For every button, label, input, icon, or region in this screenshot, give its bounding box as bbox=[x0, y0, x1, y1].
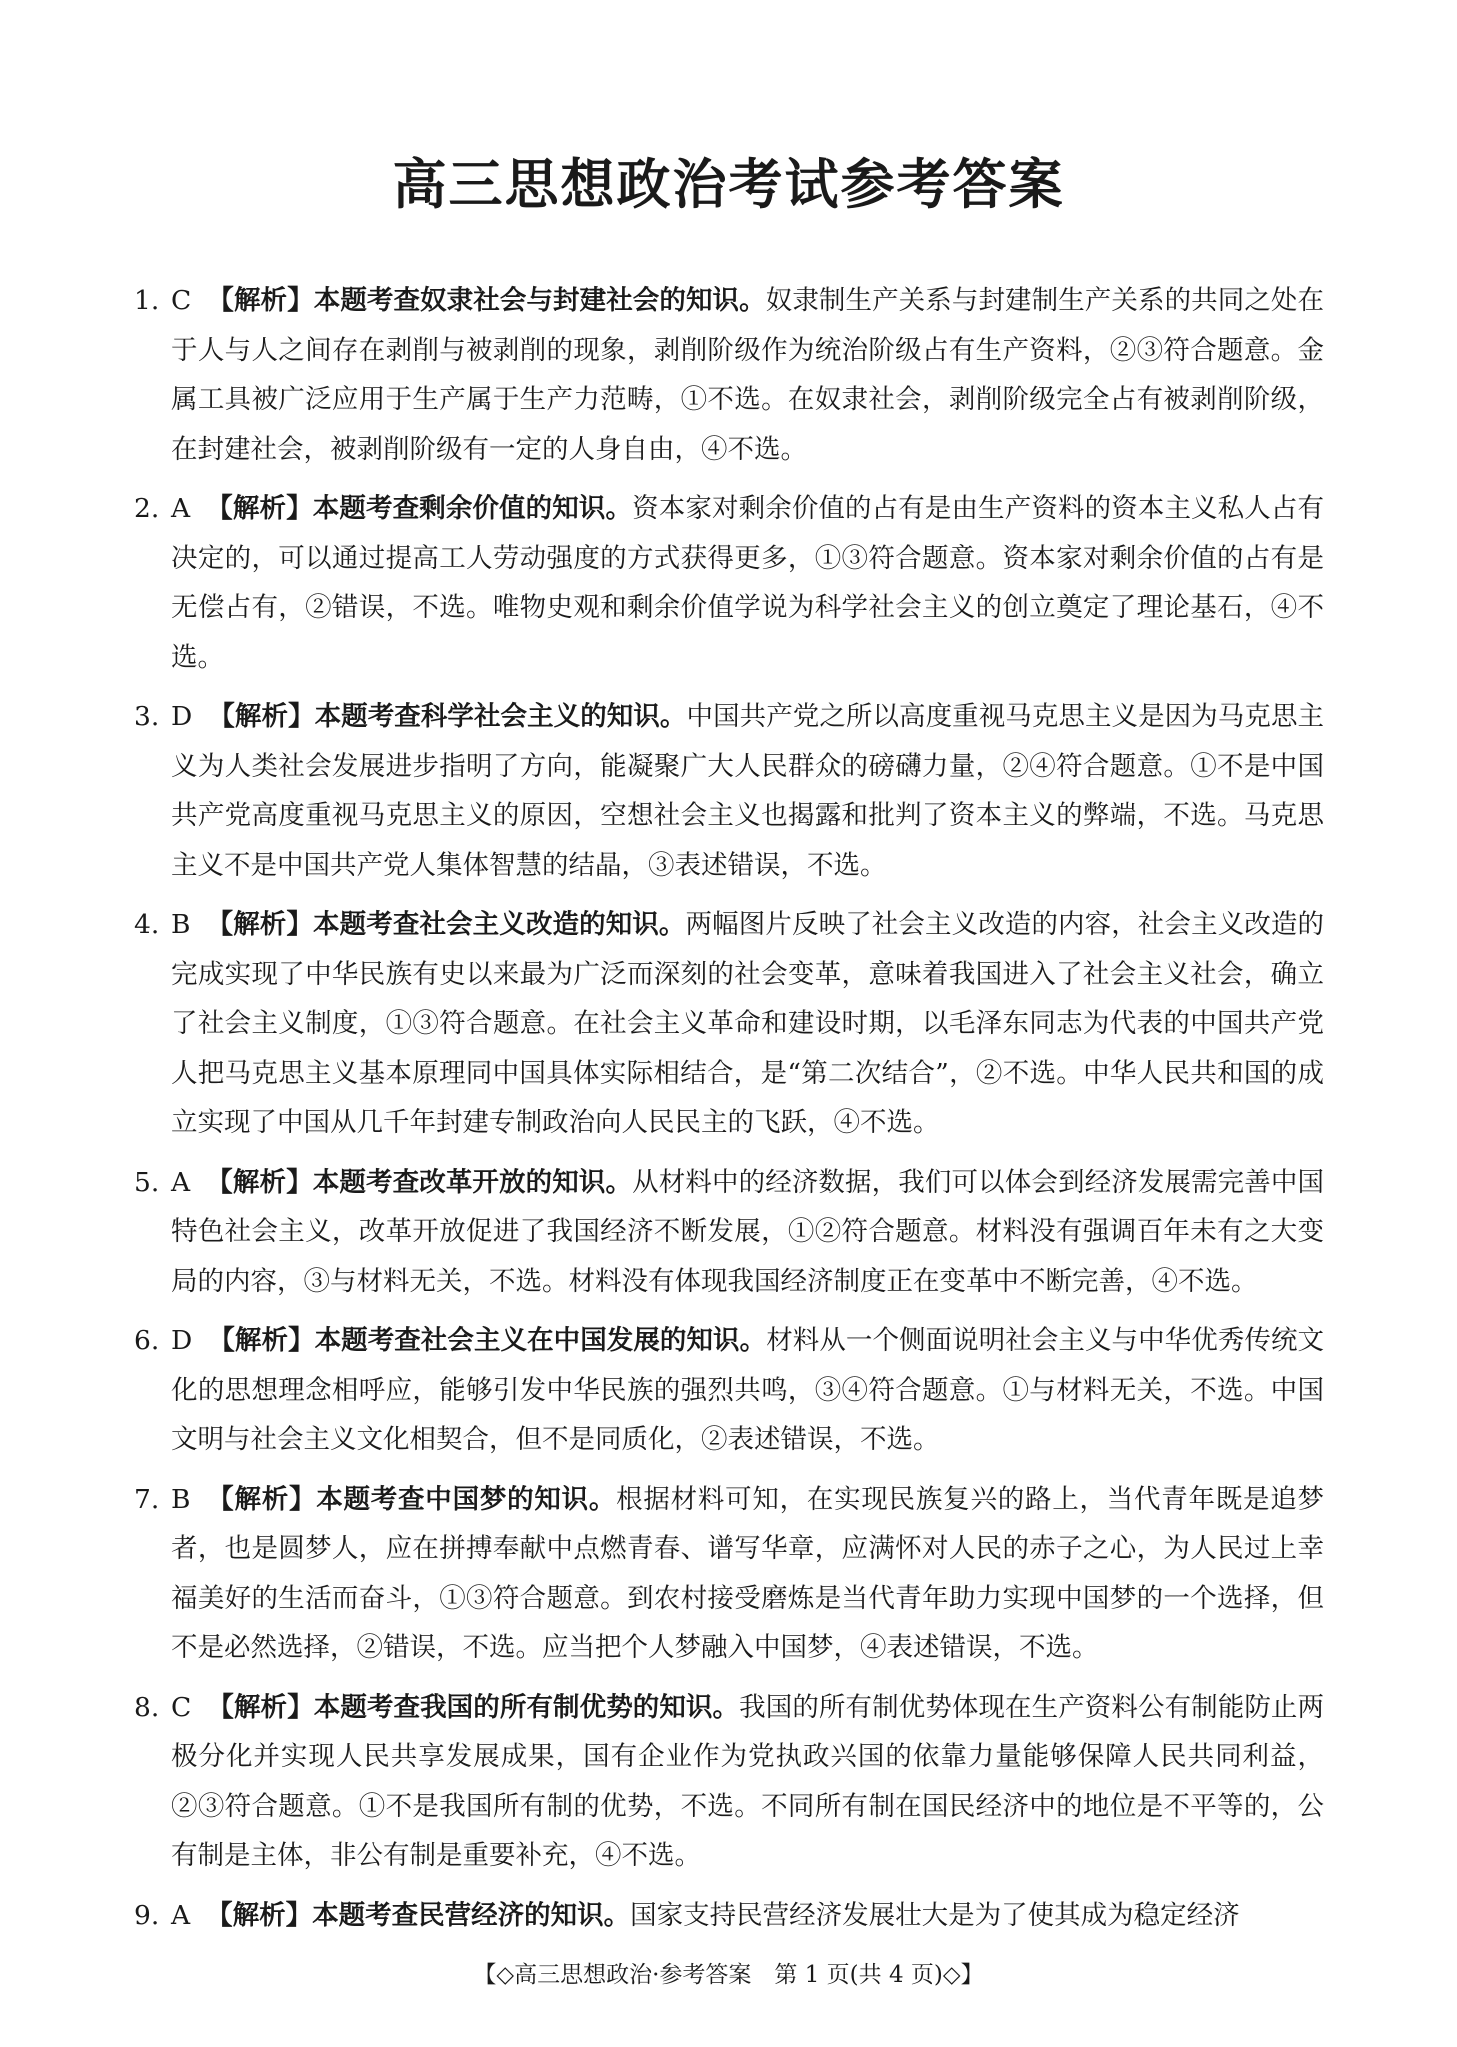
analysis-tag: 【解析】 bbox=[206, 909, 314, 940]
answer-list bbox=[134, 276, 1324, 1950]
analysis-text: 国家支持民营经济发展壮大是为了使其成为稳定经济 bbox=[630, 1899, 1240, 1931]
analysis-topic: 本题考查科学社会主义的知识。 bbox=[314, 701, 687, 732]
answer-item-2 bbox=[134, 484, 1324, 682]
answer-item-8 bbox=[134, 1683, 1324, 1881]
answer-item-1 bbox=[134, 276, 1324, 474]
analysis-tag: 【解析】 bbox=[207, 1691, 314, 1723]
answer-choice: C bbox=[171, 285, 192, 316]
analysis-tag: 【解析】 bbox=[207, 285, 314, 316]
answer-choice: A bbox=[171, 1166, 191, 1198]
analysis-text: 材料从一个侧面说明社会主义与中华优秀传统文化的思想理念相呼应，能够引发中华民族的强烈共鸣，③④符合题意。①与材料无关，不选。中国文明与社会主义文化相契合，但不是同质化，②表述错误，不选。 bbox=[171, 1325, 1325, 1455]
analysis-tag: 【解析】 bbox=[206, 493, 313, 524]
answer-item-6 bbox=[134, 1316, 1324, 1465]
answer-choice: B bbox=[171, 909, 191, 940]
answer-number: 1. bbox=[134, 285, 160, 316]
analysis-text: 根据材料可知，在实现民族复兴的路上，当代青年既是追梦者，也是圆梦人，应在拼搏奉献中点燃青春、谱写华章，应满怀对人民的赤子之心，为人民过上幸福美好的生活而奋斗，①③符合题意。到农村接受磨炼是当代青年助力实现中国梦的一个选择，但不是必然选择，②错误，不选。应当把个人梦融入中国梦，④表述错误，不选。 bbox=[171, 1483, 1325, 1663]
answer-item-9 bbox=[134, 1891, 1324, 1941]
answer-number: 6. bbox=[134, 1325, 160, 1356]
analysis-text: 奴隶制生产关系与封建制生产关系的共同之处在于人与人之间存在剥削与被剥削的现象，剥削阶级作为统治阶级占有生产资料，②③符合题意。金属工具被广泛应用于生产属于生产力范畴，①不选。在奴隶社会，剥削阶级完全占有被剥削阶级，在封建社会，被剥削阶级有一定的人身自由，④不选。 bbox=[171, 285, 1325, 465]
answer-choice: D bbox=[171, 1325, 193, 1356]
analysis-text: 两幅图片反映了社会主义改造的内容，社会主义改造的完成实现了中华民族有史以来最为广泛而深刻的社会变革，意味着我国进入了社会主义社会，确立了社会主义制度，①③符合题意。在社会主义革命和建设时期，以毛泽东同志为代表的中国共产党人把马克思主义基本原理同中国具体实际相结合，是“第二次结合”，②不选。中华人民共和国的成立实现了中国从几千年封建专制政治向人民民主的飞跃，④不选。 bbox=[171, 909, 1325, 1138]
analysis-tag: 【解析】 bbox=[206, 1899, 313, 1931]
answer-choice: A bbox=[171, 493, 191, 524]
analysis-tag: 【解析】 bbox=[206, 1166, 313, 1198]
analysis-topic: 本题考查中国梦的知识。 bbox=[316, 1483, 617, 1515]
answer-choice: D bbox=[171, 701, 193, 732]
analysis-text: 资本家对剩余价值的占有是由生产资料的资本主义私人占有决定的，可以通过提高工人劳动强度的方式获得更多，①③符合题意。资本家对剩余价值的占有是无偿占有，②错误，不选。唯物史观和剩余价值学说为科学社会主义的创立奠定了理论基石，④不选。 bbox=[171, 493, 1325, 673]
answer-number: 9. bbox=[134, 1899, 160, 1931]
answer-number: 7. bbox=[134, 1483, 160, 1515]
answer-item-5 bbox=[134, 1158, 1324, 1307]
analysis-text: 我国的所有制优势体现在生产资料公有制能防止两极分化并实现人民共享发展成果，国有企业作为党执政兴国的依靠力量能够保障人民共同利益，②③符合题意。①不是我国所有制的优势，不选。不同所有制在国民经济中的地位是不平等的，公有制是主体，非公有制是重要补充，④不选。 bbox=[171, 1691, 1325, 1871]
page-footer: 【◇高三思想政治·参考答案 第 1 页(共 4 页)◇】 bbox=[473, 1962, 984, 1988]
analysis-text: 中国共产党之所以高度重视马克思主义是因为马克思主义为人类社会发展进步指明了方向，能凝聚广大人民群众的磅礴力量，②④符合题意。①不是中国共产党高度重视马克思主义的原因，空想社会主义也揭露和批判了资本主义的弊端，不选。马克思主义不是中国共产党人集体智慧的结晶，③表述错误，不选。 bbox=[171, 701, 1325, 881]
analysis-tag: 【解析】 bbox=[208, 1325, 315, 1356]
answer-item-3 bbox=[134, 692, 1324, 890]
answer-item-7 bbox=[134, 1475, 1324, 1673]
analysis-topic: 本题考查民营经济的知识。 bbox=[312, 1899, 631, 1931]
answer-choice: C bbox=[171, 1691, 192, 1723]
answer-number: 3. bbox=[134, 701, 160, 732]
analysis-topic: 本题考查社会主义在中国发展的知识。 bbox=[314, 1325, 767, 1356]
answer-choice: A bbox=[171, 1899, 191, 1931]
analysis-tag: 【解析】 bbox=[208, 701, 315, 732]
analysis-tag: 【解析】 bbox=[206, 1483, 317, 1515]
analysis-topic: 本题考查社会主义改造的知识。 bbox=[313, 909, 686, 940]
page-title: 高三思想政治考试参考答案 bbox=[392, 153, 1065, 216]
answer-number: 4. bbox=[134, 909, 160, 940]
analysis-text: 从材料中的经济数据，我们可以体会到经济发展需完善中国特色社会主义，改革开放促进了我国经济不断发展，①②符合题意。材料没有强调百年未有之大变局的内容，③与材料无关，不选。材料没有体现我国经济制度正在变革中不断完善，④不选。 bbox=[171, 1166, 1325, 1297]
answer-choice: B bbox=[171, 1483, 191, 1515]
analysis-topic: 本题考查改革开放的知识。 bbox=[312, 1166, 633, 1198]
analysis-topic: 本题考查我国的所有制优势的知识。 bbox=[313, 1691, 740, 1723]
analysis-topic: 本题考查剩余价值的知识。 bbox=[312, 493, 633, 524]
answer-number: 2. bbox=[134, 493, 160, 524]
answer-number: 8. bbox=[134, 1691, 160, 1723]
analysis-topic: 本题考查奴隶社会与封建社会的知识。 bbox=[313, 285, 766, 316]
answer-item-4 bbox=[134, 900, 1324, 1148]
answer-number: 5. bbox=[134, 1166, 160, 1198]
